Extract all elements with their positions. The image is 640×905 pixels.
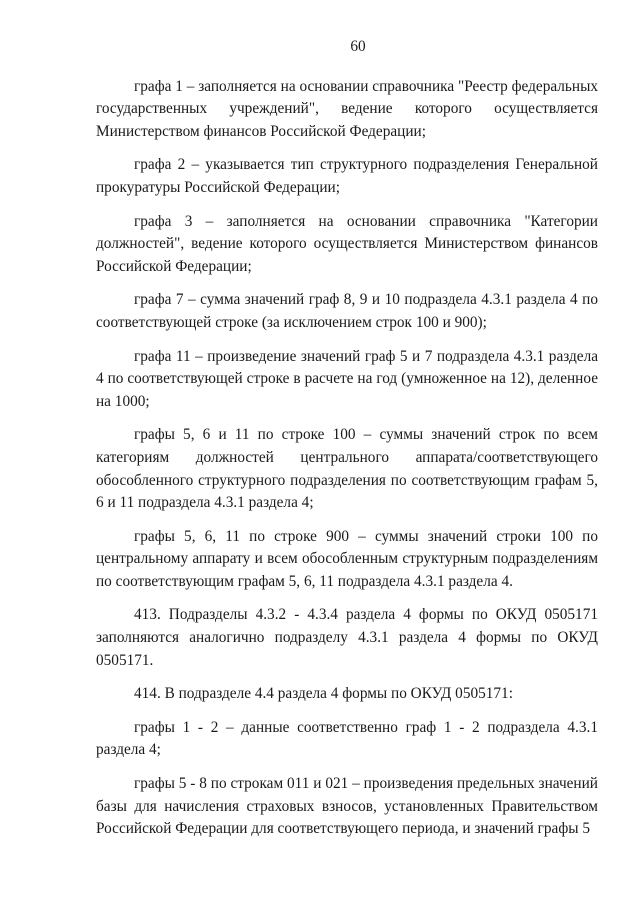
paragraph-grafa-2: графа 2 – указывается тип структурного подразделения Генеральной прокуратуры Российской Федерации; bbox=[96, 156, 598, 196]
paragraph-grafa-1: графа 1 – заполняется на основании справочника "Реестр федеральных государственных учреждений", ведение которого осуществляется Министерством финансов Российской Федерации; bbox=[96, 77, 598, 140]
paragraph-grafa-11: графа 11 – произведение значений граф 5 и 7 подраздела 4.3.1 раздела 4 по соответствующей строке в расчете на год (умноженное на 12), деленное на 1000; bbox=[96, 347, 598, 410]
page-number: 60 bbox=[350, 38, 366, 55]
paragraph-grafy-row-100: графы 5, 6 и 11 по строке 100 – суммы значений строк по всем категориям должностей центрального аппарата/соответствующего обособленного структурного подразделения по соответствующим графам 5, 6 и 11 подраздела 4.3.1 раздела 4; bbox=[96, 426, 598, 512]
paragraph-grafa-7: графа 7 – сумма значений граф 8, 9 и 10 подраздела 4.3.1 раздела 4 по соответствующей строке (за исключением строк 100 и 900); bbox=[96, 291, 598, 331]
paragraph-item-413: 413. Подразделы 4.3.2 - 4.3.4 раздела 4 формы по ОКУД 0505171 заполняются аналогично подразделу 4.3.1 раздела 4 формы по ОКУД 0505171. bbox=[96, 606, 598, 669]
paragraph-grafa-3: графа 3 – заполняется на основании справочника "Категории должностей", ведение которого осуществляется Министерством финансов Российской Федерации; bbox=[96, 212, 598, 275]
paragraph-item-414: 414. В подразделе 4.4 раздела 4 формы по ОКУД 0505171: bbox=[134, 685, 513, 703]
paragraph-grafy-row-900: графы 5, 6, 11 по строке 900 – суммы значений строки 100 по центральному аппарату и всем обособленным структурным подразделениям по соответствующим графам 5, 6, 11 подраздела 4.3.1 раздела 4. bbox=[96, 527, 598, 590]
paragraph-grafy-5-8: графы 5 - 8 по строкам 011 и 021 – произведения предельных значений базы для начисления страховых взносов, установленных Правительством Российской Федерации для соответствующего периода, и значений графы 5 bbox=[96, 775, 598, 838]
paragraph-grafy-1-2: графы 1 - 2 – данные соответственно граф 1 - 2 подраздела 4.3.1 раздела 4; bbox=[96, 718, 598, 759]
